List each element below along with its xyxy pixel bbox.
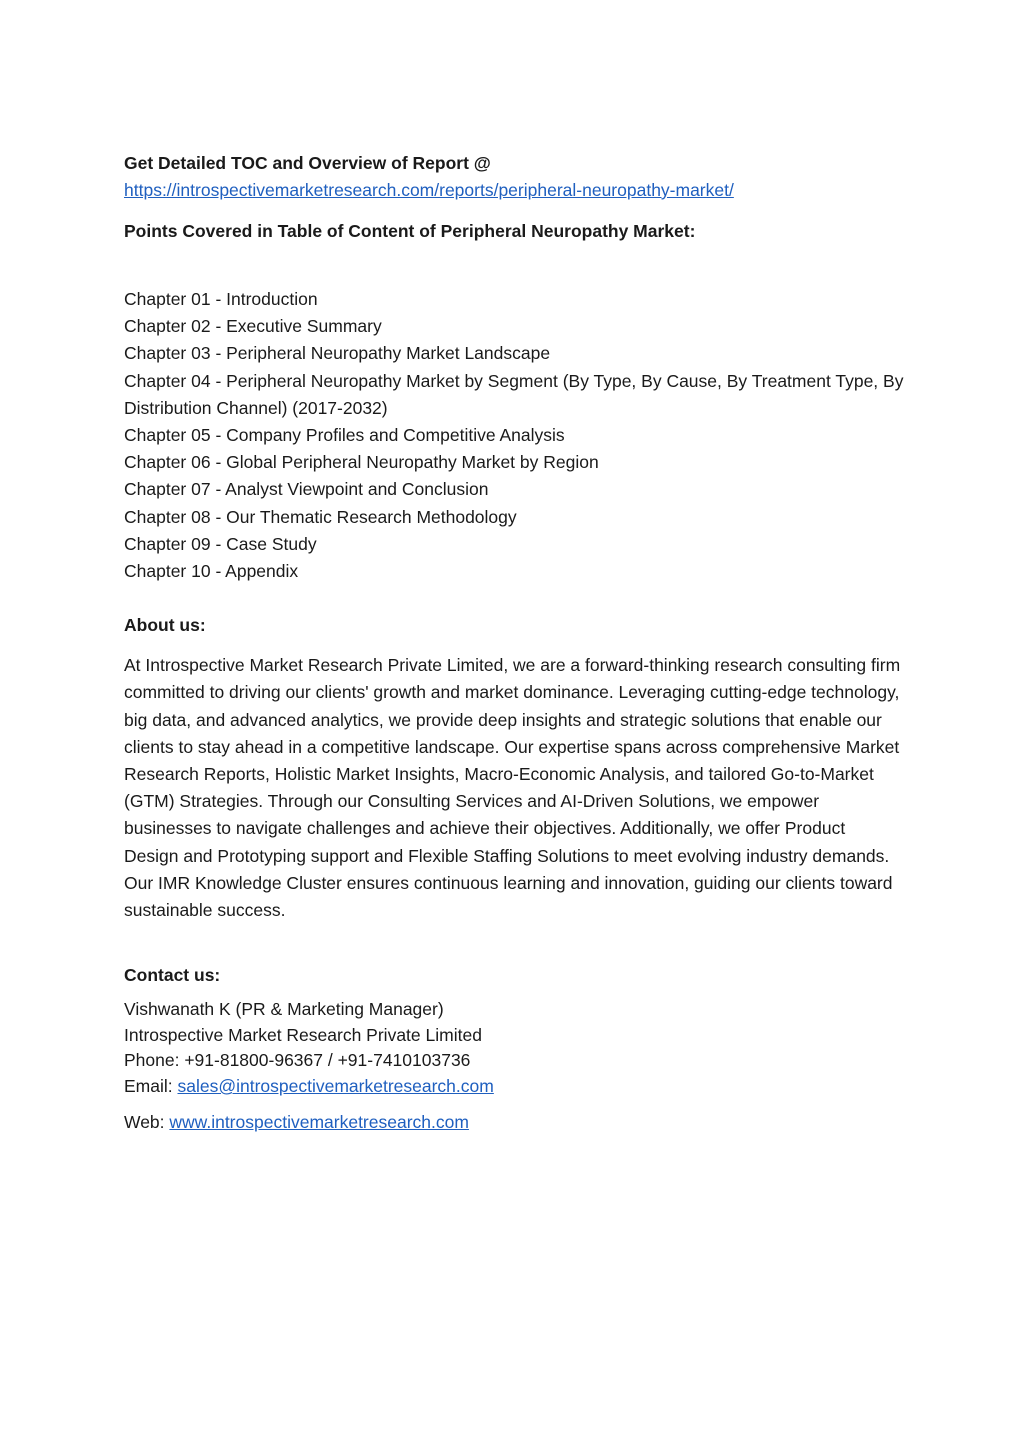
toc-chapter-01: Chapter 01 - Introduction	[124, 289, 318, 309]
toc-chapter-08: Chapter 08 - Our Thematic Research Methodology	[124, 506, 517, 527]
document-page	[124, 150, 904, 1136]
contact-web-link[interactable]: www.introspectivemarketresearch.com	[169, 1112, 469, 1133]
toc-chapter-04: Chapter 04 - Peripheral Neuropathy Market by Segment (By Type, By Cause, By Treatment Type, By Distribution Channel) (2017-2032)	[124, 370, 904, 418]
contact-name: Vishwanath K (PR & Marketing Manager)	[124, 999, 444, 1020]
toc-list	[124, 286, 904, 585]
contact-email-link[interactable]: sales@introspectivemarketresearch.com	[177, 1076, 494, 1097]
toc-chapter-09: Chapter 09 - Case Study	[124, 533, 317, 554]
contact-company: Introspective Market Research Private Limited	[124, 1024, 482, 1045]
contact-details	[124, 997, 904, 1100]
report-heading: Get Detailed TOC and Overview of Report @	[124, 153, 491, 173]
toc-title: Points Covered in Table of Content of Peripheral Neuropathy Market:	[124, 221, 696, 241]
contact-web-row	[124, 1109, 904, 1136]
about-body: At Introspective Market Research Private Limited, we are a forward-thinking research consulting firm committed to driving our clients' growth and market dominance. Leveraging cutting-edge technology, big data, and advanced analytics, we provide deep insights and strategic solutions that enable our clients to stay ahead in a competitive landscape. Our expertise spans across comprehensive Market Research Reports, Holistic Market Insights, Macro-Economic Analysis, and tailored Go-to-Market (GTM) Strategies. Through our Consulting Services and AI-Driven Solutions, we empower businesses to navigate challenges and achieve their objectives. Additionally, we offer Product Design and Prototyping support and Flexible Staffing Solutions to meet evolving industry demands. Our IMR Knowledge Cluster ensures continuous learning and innovation, guiding our clients toward sustainable success.	[124, 655, 901, 921]
contact-email-label: Email:	[124, 1076, 178, 1097]
report-url-link[interactable]: https://introspectivemarketresearch.com/reports/peripheral-neuropathy-market/	[124, 180, 734, 200]
toc-chapter-10: Chapter 10 - Appendix	[124, 561, 299, 582]
toc-chapter-07: Chapter 07 - Analyst Viewpoint and Conclusion	[124, 479, 489, 500]
toc-chapter-02: Chapter 02 - Executive Summary	[124, 316, 382, 337]
contact-title: Contact us:	[124, 965, 221, 986]
contact-phone: Phone: +91-81800-96367 / +91-7410103736	[124, 1049, 471, 1070]
toc-chapter-03: Chapter 03 - Peripheral Neuropathy Market Landscape	[124, 343, 551, 364]
contact-web-label: Web:	[124, 1112, 170, 1133]
about-title: About us:	[124, 615, 206, 636]
toc-chapter-05: Chapter 05 - Company Profiles and Competitive Analysis	[124, 425, 565, 446]
toc-chapter-06: Chapter 06 - Global Peripheral Neuropathy Market by Region	[124, 452, 599, 473]
contact-email-row	[124, 1073, 904, 1100]
